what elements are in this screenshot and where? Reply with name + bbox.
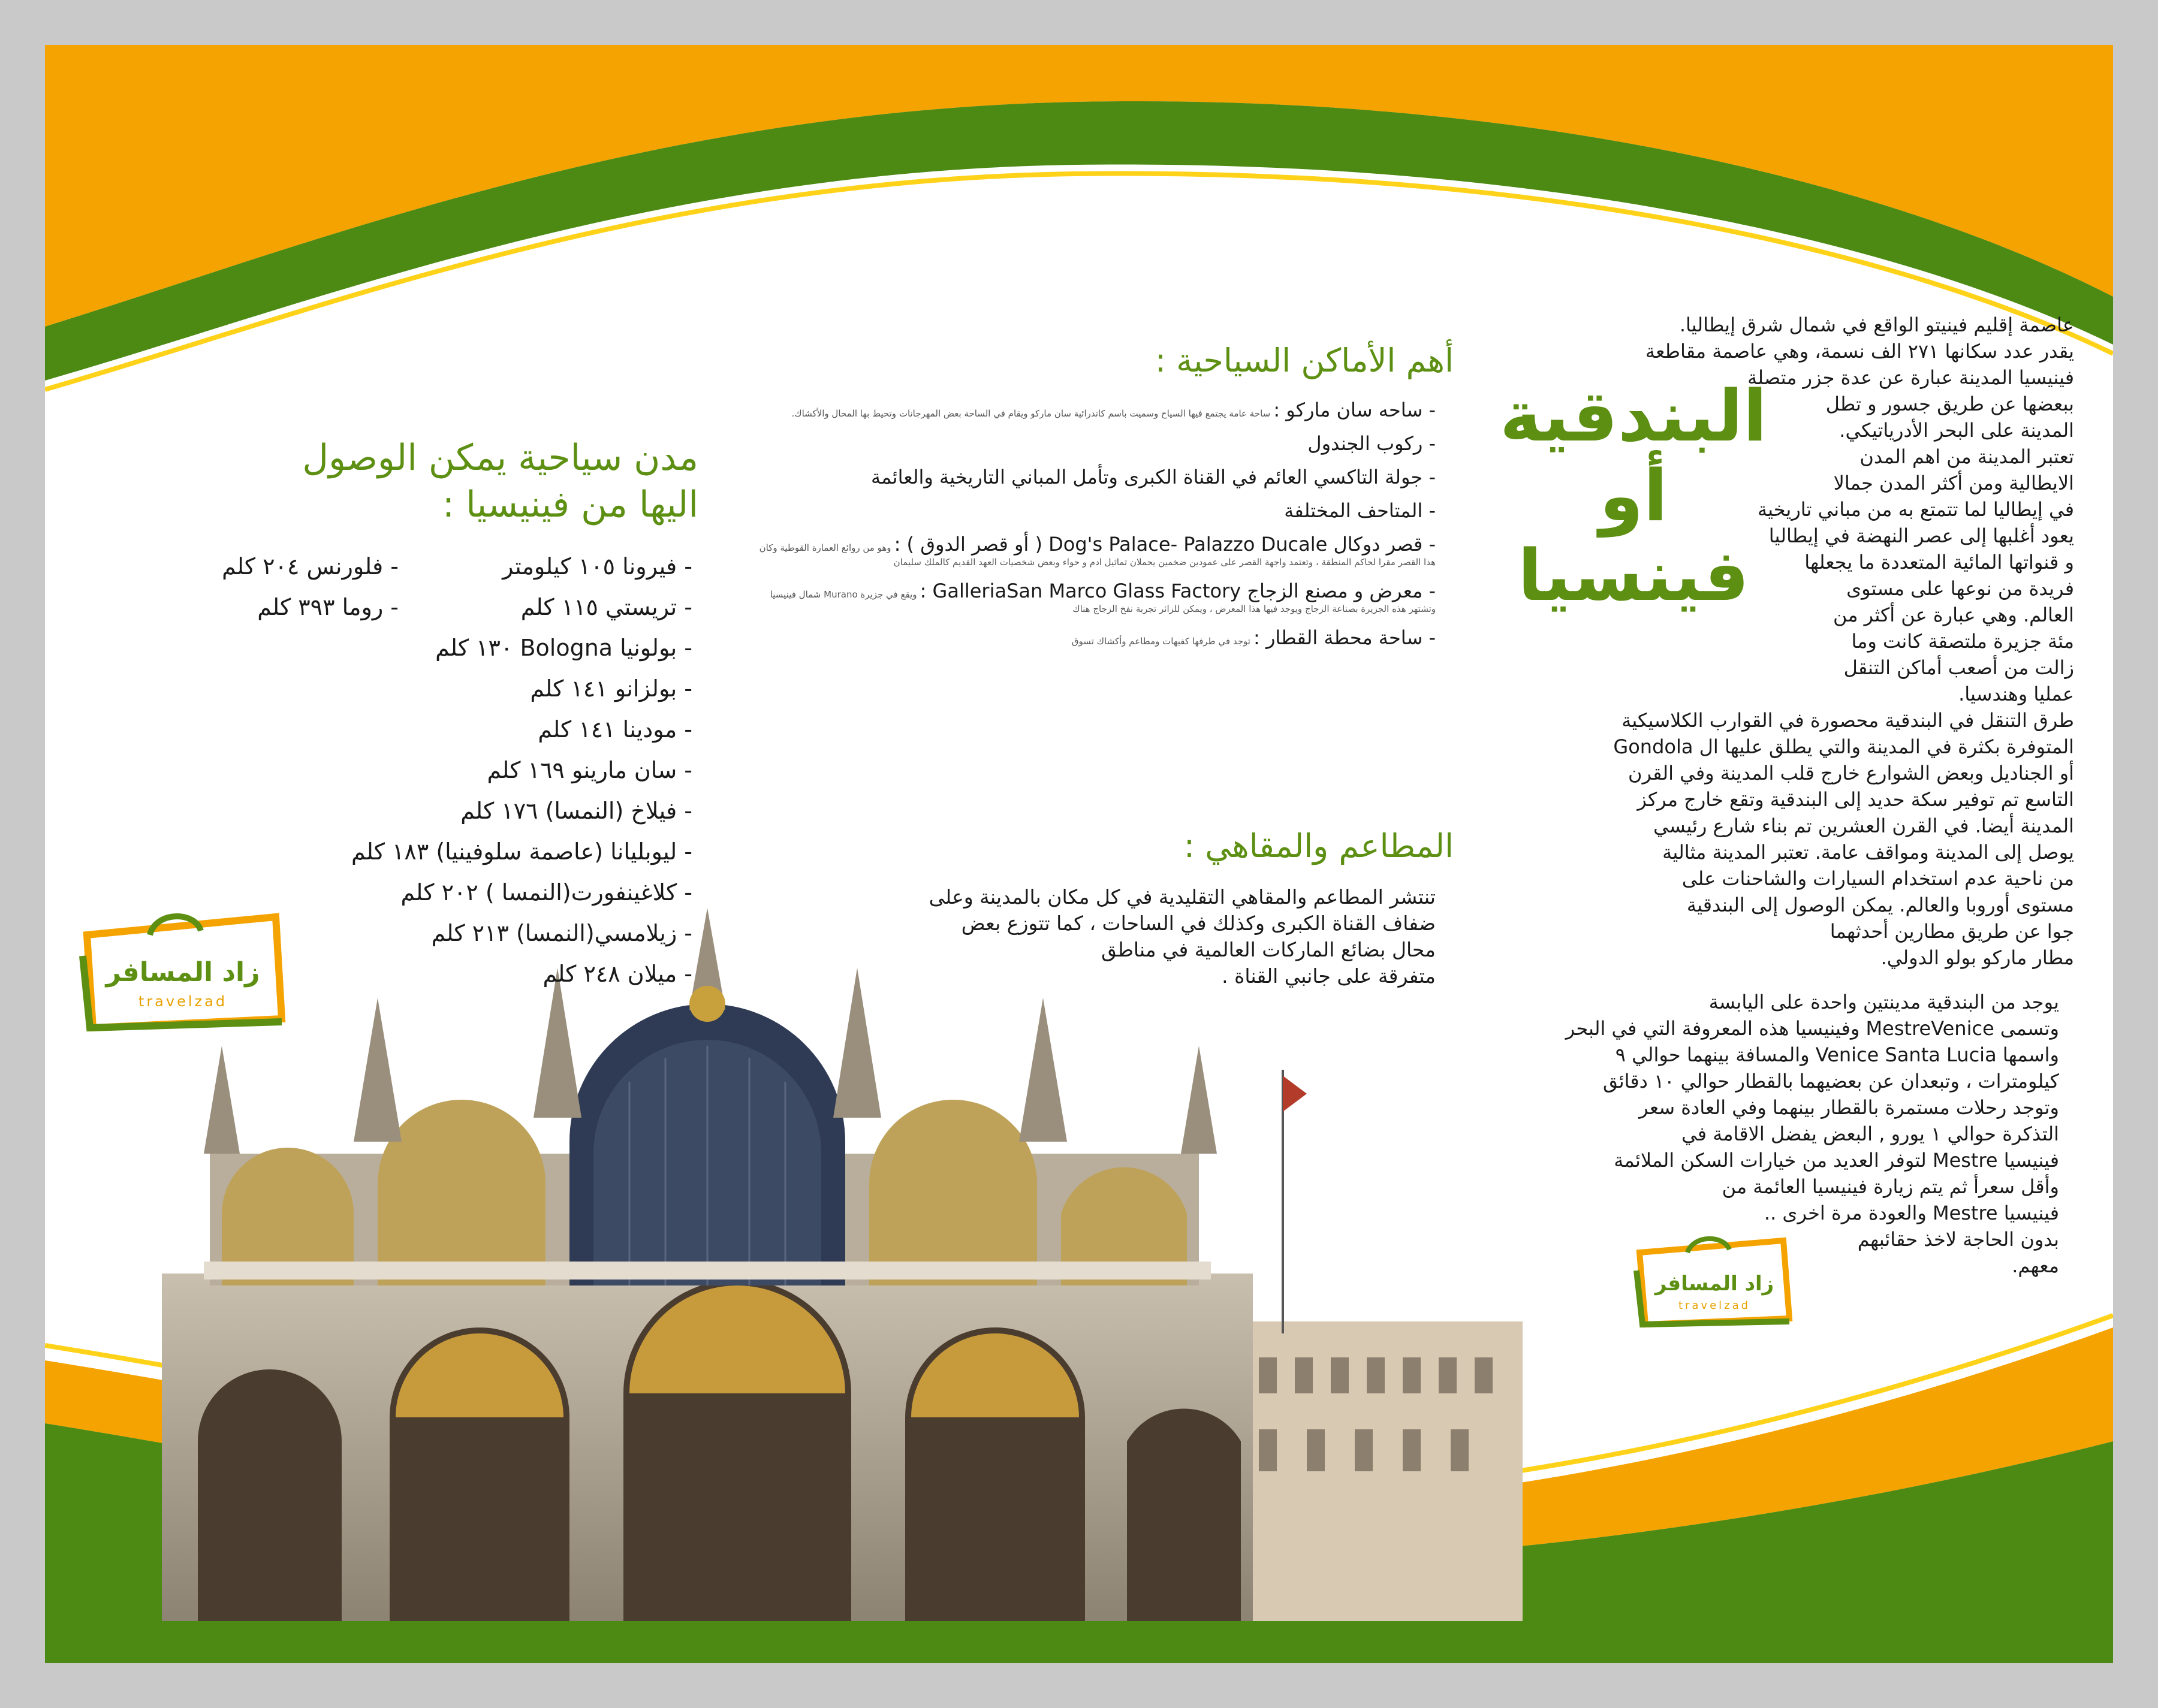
place-description: ويقع في جزيرة Murano شمال فينيسيا وتشتهر هذه الجزيرة بصناعة الزجاج ويوجد فيها هذا المعرض ، ويمكن للزائر تجربة نفخ الزجاج هناك [770,589,1436,614]
place-name: - ساحه سان ماركو : [1273,399,1436,421]
place-name: - قصر دوكال Dog's Palace- Palazzo Ducale ( أو قصر الدوق ) : [894,533,1436,556]
title-line-3: فينسيا [1517,534,1750,617]
city-item: - سان مارينو ١٦٩ كلم [487,757,692,783]
cities-heading-line-2: اليها من فينيسيا : [442,484,698,526]
place-item [746,499,1436,522]
place-item [746,533,1436,569]
places-list [746,399,1436,660]
cities-heading-line-1: مدن سياحية يمكن الوصول [302,437,698,479]
place-item [746,626,1436,649]
city-item: - زيلامسي(النمسا) ٢١٣ كلم [431,920,692,946]
place-name: - ساحة محطة القطار : [1253,626,1436,649]
logo-small-arabic: زاد المسافر [1654,1272,1774,1296]
city-item: - فيلاخ (النمسا) ١٧٦ كلم [460,798,692,824]
logo-large [72,908,294,1034]
city-item: - بولزانو ١٤١ كلم [530,675,692,702]
city-item: - كلاغينفورت(النمسا ) ٢٠٢ كلم [400,879,692,906]
place-description: وهو من روائع العمارة القوطية وكان هذا القصر مقرا لحاكم المنطقة ، وتعتمد واجهة القصر على عمودين ضخمين يحملان تماثيل ادم و حواء وبعض شخصيات العهد القديم كالملك سليمان [759,542,1436,568]
place-name: - المتاحف المختلفة [1284,499,1436,522]
brochure-sheet [45,45,2113,1663]
city-item: - تريستي ١١٥ كلم [520,594,692,620]
title-line-1: البندقية [1499,375,1768,457]
place-description: ساحة عامة يجتمع فيها السياح وسميت باسم كاتدرائية سان ماركو ويقام في الساحة بعض المهرجانات وتحيط بها المحال والأكشاك. [791,408,1271,419]
intro-paragraph: عاصمة إقليم فينيتو الواقع في شمال شرق إيطاليا. يقدر عدد سكانها ٢٧١ الف نسمة، وهي عاصمة مقاطعة فينيسيا المدينة عبارة عن عدة جزر متصلة ببعضها عن طريق جسور و تطل المدينة على البحر الأدرياتيكي. تعتبر المدينة من اهم المدن الايطالية ومن أكثر المدن جمالا في إيطاليا لما تتمتع به من مباني تاريخية يعود أغلبها إلى عصر النهضة في إيطاليا و قنواتها المائية المتعددة ما يجعلها فريدة من نوعها على مستوى العالم. وهي عبارة عن أكثر من مئة جزيرة ملتصقة كانت وما زالت من أصعب أماكن التنقل عمليا وهندسيا. طرق التنقل في البندقية محصورة في القوارب الكلاسيكية المتوفرة بكثرة في المدينة والتي يطلق عليها ال Gondola أو الجناديل وبعض الشوارع خارج قلب المدينة وفي القرن التاسع تم توفير سكة حديد إلى البندقية وتقع خارج مركز المدينة أيضا. في القرن العشرين تم بناء شارع رئيسي يوصل إلى المدينة ومواقف عامة. تعتبر المدينة مثالية من ناحية عدم استخدام السيارات والشاحنات على مستوى أوروبا والعالم. يمكن الوصول إلى البندقية جوا عن طريق مطارين أحدثهما مطار ماركو بولو الدولي. [1613,313,2074,969]
restaurants-heading: المطاعم والمقاهي : [1183,827,1454,865]
city-item: - ميلان ٢٤٨ كلم [542,961,692,987]
place-item [746,580,1436,615]
place-name: - ركوب الجندول [1307,432,1436,455]
place-name: - جولة التاكسي العائم في القناة الكبرى وتأمل المباني التاريخية والعائمة [871,466,1436,488]
mestre-paragraph: يوجد من البندقية مدينتين واحدة على اليابسة وتسمى MestreVenice وفينيسيا هذه المعروفة التي في البحر واسمها Venice Santa Lucia والمسافة بينهما حوالي ٩ كيلومترات ، وتبعدان عن بعضيهما بالقطار حوالي ١٠ دقائق وتوجد رحلات مستمرة بالقطار بينهما وفي العادة سعر التذكرة حوالي ١ يورو , البعض يفضل الاقامة في فينيسيا Mestre لتوفر العديد من خيارات السكن الملائمة وأقل سعرأ ثم يتم زيارة فينيسيا العائمة من فينيسيا Mestre والعودة مرة اخرى .. بدون الحاجة لاخذ حقائبهم معهم. [1565,991,2059,1277]
logo-large-english: travelzad [138,993,228,1010]
title-line-2: أو [1599,454,1668,537]
logo-small-english: travelzad [1678,1299,1751,1312]
city-item: - فيرونا ١٠٥ كيلومتر [502,553,692,580]
city-item: - ليوبليانا (عاصمة سلوفينيا) ١٨٣ كلم [351,838,692,865]
city-item: - مودينا ١٤١ كلم [538,716,692,743]
basilica-photo [114,902,1583,1621]
city-item: - روما ٣٩٣ كلم [257,594,399,620]
place-name: - معرض و مصنع الزجاج GalleriaSan Marco Glass Factory : [920,580,1436,602]
place-item [746,466,1436,488]
city-item: - بولونيا Bologna ١٣٠ كلم [435,635,692,661]
cities-heading [195,434,698,528]
city-item: - فلورنس ٢٠٤ كلم [222,553,399,580]
places-heading: أهم الأماكن السياحية : [1155,342,1454,379]
place-description: توجد في طرفها كفيهات ومطاعم وأكشاك تسوق [1071,636,1250,647]
place-item [746,432,1436,455]
place-item [746,399,1436,421]
logo-large-arabic: زاد المسافر [106,957,260,988]
logo-small [1627,1235,1801,1330]
restaurants-paragraph: تنتشر المطاعم والمقاهي التقليدية في كل مكان بالمدينة وعلى ضفاف القناة الكبرى وكذلك في الساحات ، كما تتوزع بعض محال بضائع الماركات العالمية في مناطق متفرقة على جانبي القناة . [929,885,1436,988]
